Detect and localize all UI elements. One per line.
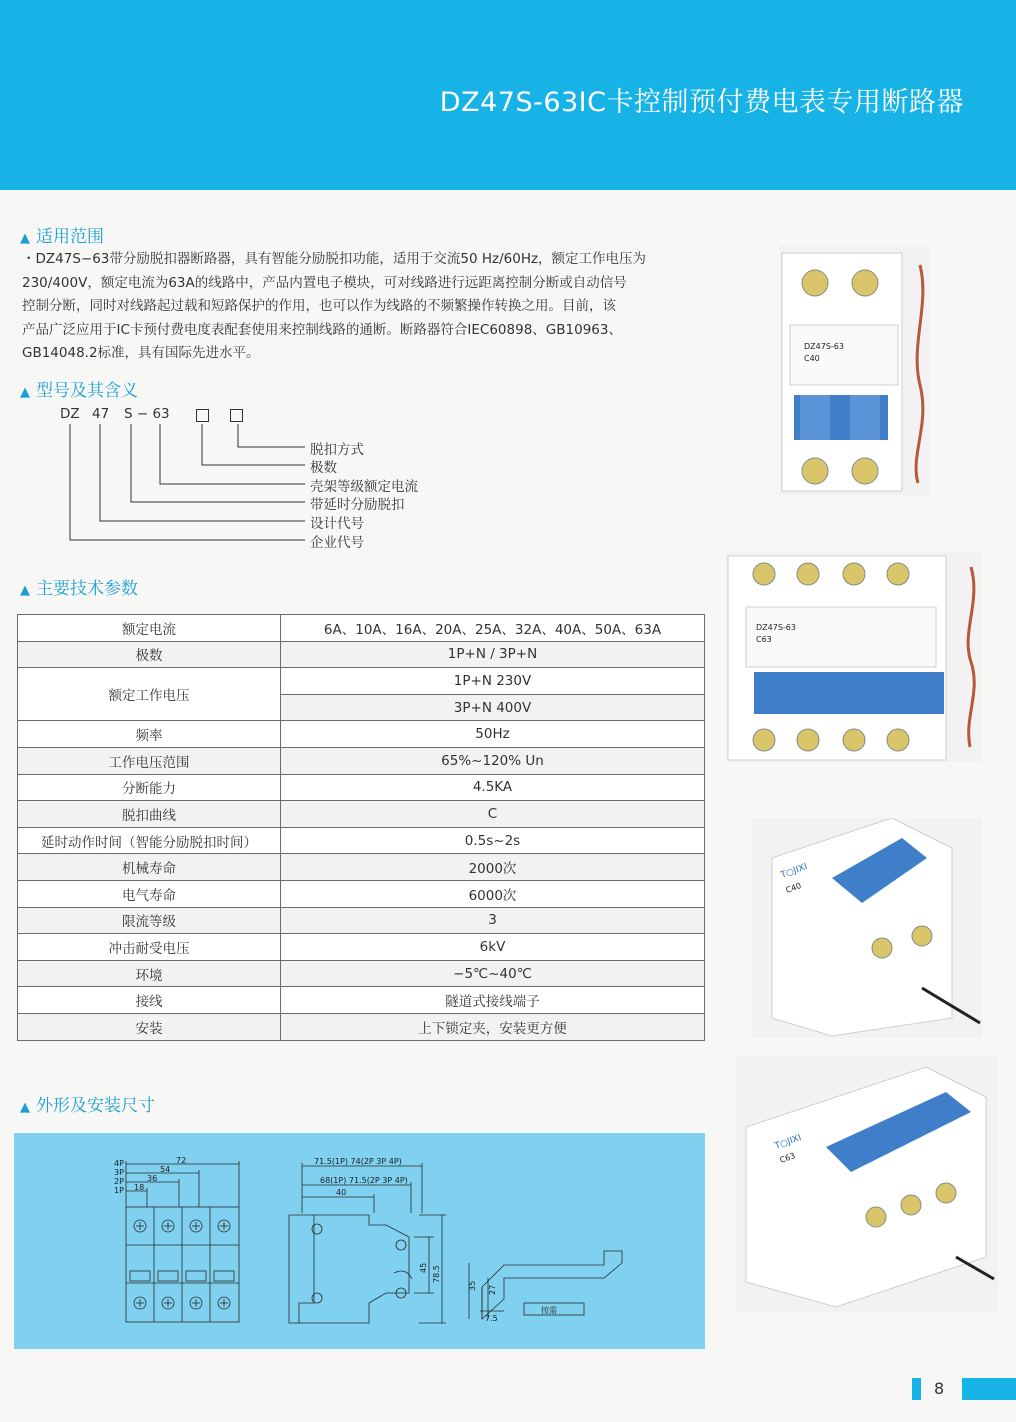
spec-key: 电气寿命 — [18, 880, 281, 907]
width-label: 54 — [160, 1165, 171, 1174]
table-row — [18, 854, 705, 881]
product-image-2p — [780, 245, 930, 495]
page-title: DZ47S-63IC卡控制预付费电表专用断路器 — [439, 87, 964, 118]
triangle-icon: ▲ — [20, 583, 30, 598]
table-row — [18, 960, 705, 987]
side-dim-label: 78.5 — [432, 1265, 441, 1283]
spec-key: 接线 — [18, 987, 281, 1014]
side-dim-label: 40 — [336, 1188, 347, 1197]
table-row — [18, 668, 705, 695]
model-code-part: DZ — [60, 406, 80, 422]
model-legend-item: 脱扣方式 — [310, 442, 364, 458]
spec-key: 脱扣曲线 — [18, 801, 281, 828]
product-model-text: DZ47S-63 — [804, 342, 844, 351]
table-row — [18, 907, 705, 934]
spec-table — [17, 614, 705, 1041]
spec-value: 65%~120% Un — [281, 747, 705, 774]
breaker-2p-illustration — [780, 245, 930, 495]
spec-key: 分断能力 — [18, 774, 281, 801]
product-image-persp-2p — [752, 818, 982, 1038]
section-heading-dims — [20, 1091, 155, 1116]
spec-key: 额定电流 — [18, 615, 281, 642]
model-code-box — [230, 409, 243, 422]
page-number-bar — [962, 1378, 1016, 1400]
table-row — [18, 774, 705, 801]
model-legend-item: 极数 — [310, 460, 337, 476]
width-label: 36 — [147, 1174, 158, 1183]
section-heading-text: 型号及其含义 — [36, 381, 138, 401]
spec-key: 机械寿命 — [18, 854, 281, 881]
product-brand-text: T○JIXI — [779, 862, 809, 881]
model-legend-item: 带延时分励脱扣 — [310, 497, 405, 513]
width-label: 72 — [176, 1156, 187, 1165]
spec-value: 1P+N 230V — [281, 668, 705, 695]
section-heading-text: 适用范围 — [36, 227, 104, 247]
section-heading-text: 外形及安装尺寸 — [36, 1096, 155, 1116]
table-row — [18, 721, 705, 748]
triangle-icon: ▲ — [20, 1100, 30, 1115]
product-rating-text: C63 — [778, 1151, 797, 1165]
dimension-drawing — [14, 1133, 705, 1349]
spec-value: 4.5KA — [281, 774, 705, 801]
spec-key: 限流等级 — [18, 907, 281, 934]
section-heading-text: 主要技术参数 — [36, 579, 138, 599]
model-legend-item: 设计代号 — [310, 516, 364, 532]
intro-line: 控制分断，同时对线路起过载和短路保护的作用，也可以作为线路的不频繁操作转换之用。目前，该 — [22, 298, 616, 314]
spec-value: 0.5s~2s — [281, 827, 705, 854]
page-number-bar — [912, 1378, 921, 1400]
side-dim-label: 68(1P) 71.5(2P 3P 4P) — [320, 1176, 408, 1185]
spec-value: 6000次 — [281, 880, 705, 907]
spec-key: 安装 — [18, 1013, 281, 1040]
spec-value: −5℃~40℃ — [281, 960, 705, 987]
table-row — [18, 934, 705, 961]
dimension-drawing-panel — [14, 1133, 705, 1349]
product-brand-text: T○JIXI — [773, 1133, 803, 1152]
spec-value: 隧道式接线端子 — [281, 987, 705, 1014]
product-rating-text: C40 — [804, 354, 820, 363]
pole-label: 2P — [114, 1177, 124, 1186]
section-heading-params — [20, 574, 138, 599]
spec-value: 上下锁定夹，安装更方便 — [281, 1013, 705, 1040]
intro-line: ・DZ47S−63带分励脱扣器断路器，具有智能分励脱扣功能，适用于交流50 Hz/60Hz，额定工作电压为 — [22, 251, 647, 267]
intro-line: 产品广泛应用于IC卡预付费电度表配套使用来控制线路的通断。断路器符合IEC60898、GB10963、 — [22, 321, 622, 338]
table-row — [18, 641, 705, 668]
spec-key: 频率 — [18, 721, 281, 748]
spec-value: 50Hz — [281, 721, 705, 748]
spec-value: 6A、10A、16A、20A、25A、32A、40A、50A、63A — [281, 615, 705, 642]
model-code-part: 47 — [92, 406, 110, 422]
side-dim-label: 71.5(1P) 74(2P 3P 4P) — [314, 1157, 402, 1166]
spec-key: 工作电压范围 — [18, 747, 281, 774]
table-row — [18, 987, 705, 1014]
pole-label: 3P — [114, 1168, 124, 1177]
rail-dim-label: 35 — [468, 1280, 477, 1291]
spec-key: 冲击耐受电压 — [18, 934, 281, 961]
spec-key: 极数 — [18, 641, 281, 668]
spec-key: 环境 — [18, 960, 281, 987]
triangle-icon: ▲ — [20, 231, 30, 246]
spec-value: 2000次 — [281, 854, 705, 881]
product-rating-text: C40 — [784, 881, 803, 895]
product-model-text: DZ47S-63 — [756, 623, 796, 632]
breaker-4p-illustration — [726, 552, 981, 762]
rail-dim-label: 7.5 — [485, 1314, 498, 1323]
spec-value: 3P+N 400V — [281, 694, 705, 721]
product-image-4p — [726, 552, 981, 762]
model-legend-item: 企业代号 — [310, 535, 364, 551]
table-row — [18, 615, 705, 642]
spec-key: 延时动作时间（智能分励脱扣时间） — [18, 827, 281, 854]
table-row — [18, 1013, 705, 1040]
pole-label: 1P — [114, 1186, 124, 1195]
page-number-text: 8 — [934, 1379, 945, 1398]
pole-label: 4P — [114, 1159, 124, 1168]
product-rating-text: C63 — [756, 635, 772, 644]
spec-key: 额定工作电压 — [18, 668, 281, 721]
spec-value: 3 — [281, 907, 705, 934]
spec-value: 6kV — [281, 934, 705, 961]
triangle-icon: ▲ — [20, 385, 30, 400]
table-row — [18, 827, 705, 854]
spec-value: 1P+N / 3P+N — [281, 641, 705, 668]
page-number — [912, 1378, 1016, 1400]
breaker-perspective-illustration — [752, 818, 982, 1038]
product-image-persp-4p — [736, 1057, 998, 1312]
intro-line: 230/400V，额定电流为63A的线路中，产品内置电子模块，可对线路进行远距离控制分断或自动信号 — [22, 274, 627, 291]
breaker-perspective-4p-illustration — [736, 1057, 998, 1312]
side-dim-label: 45 — [419, 1262, 428, 1273]
width-label: 18 — [134, 1183, 145, 1192]
intro-line: GB14048.2标准，具有国际先进水平。 — [22, 345, 260, 361]
rail-dim-label: 27 — [488, 1284, 497, 1295]
spec-value: C — [281, 801, 705, 828]
model-code-box — [196, 409, 209, 422]
table-row — [18, 801, 705, 828]
model-legend-item: 壳架等级额定电流 — [310, 479, 418, 495]
table-row — [18, 747, 705, 774]
table-row — [18, 880, 705, 907]
model-code-part: S − 63 — [124, 406, 170, 422]
rail-dim-label: 按需 — [541, 1306, 557, 1315]
